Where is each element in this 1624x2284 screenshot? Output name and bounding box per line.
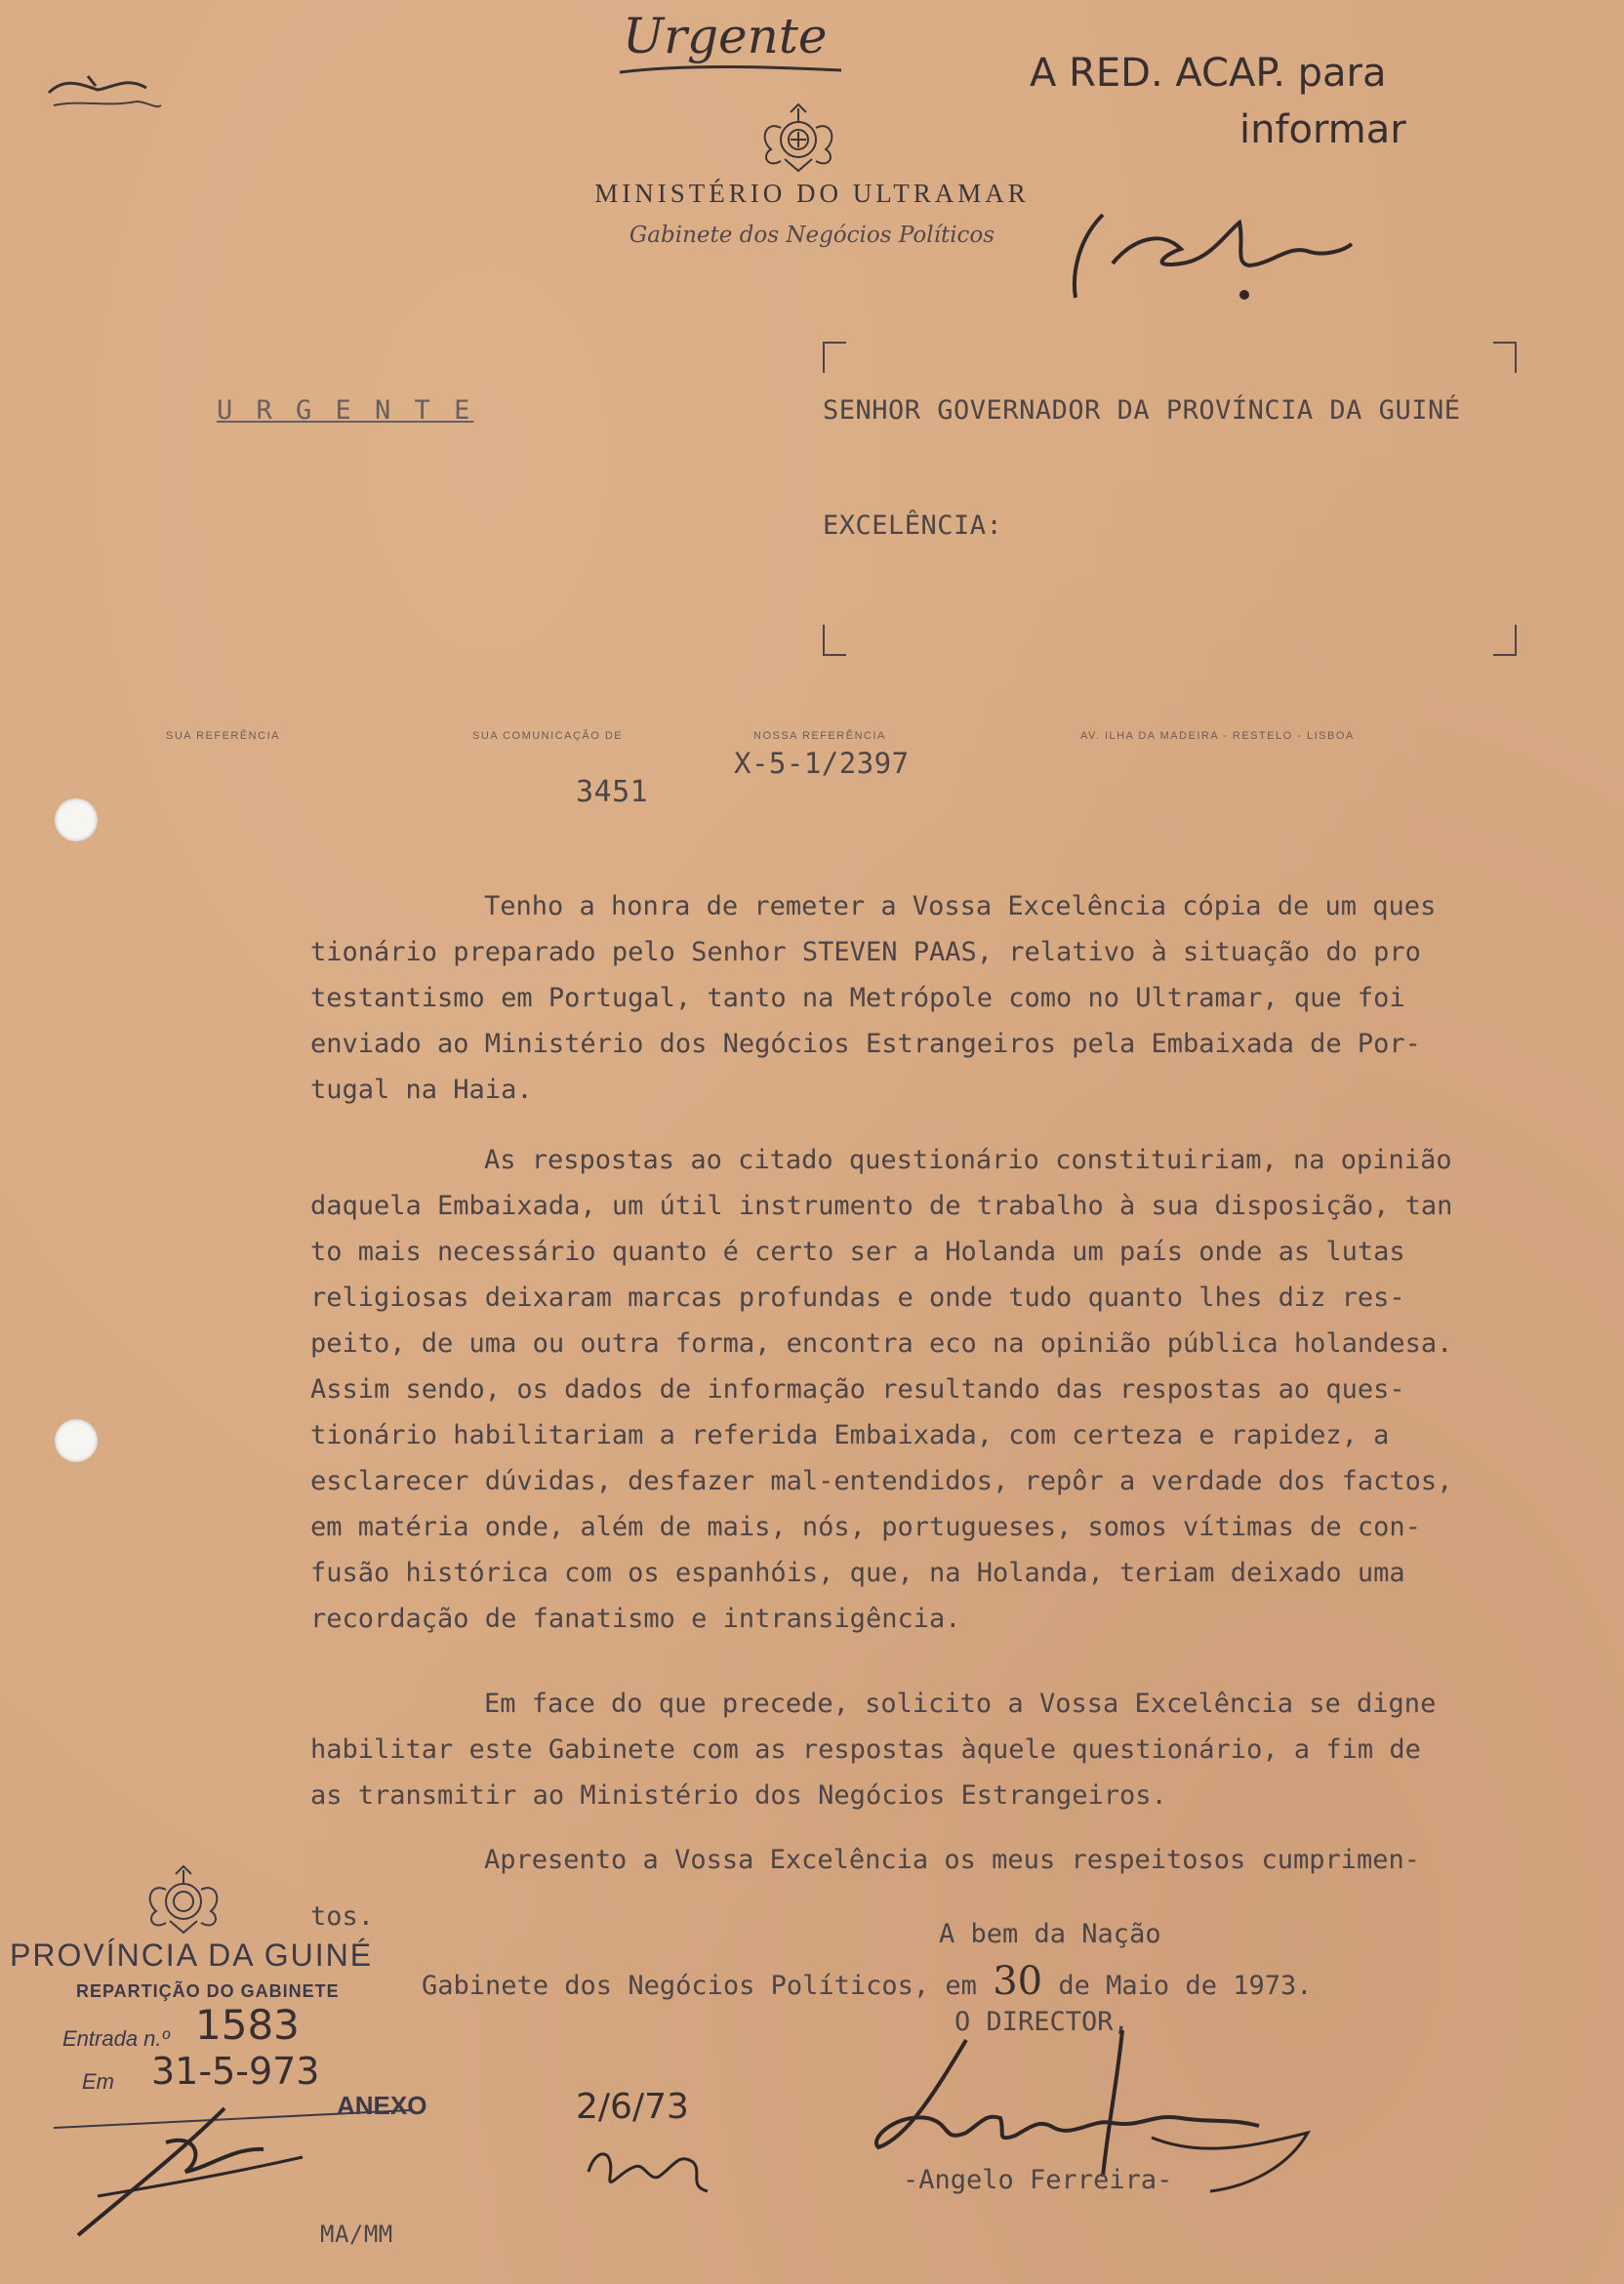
- sua-comunicacao-label: SUA COMUNICAÇÃO DE: [472, 730, 624, 742]
- paragraph-1: [310, 883, 1618, 1113]
- handwritten-day: 30: [993, 1959, 1043, 2004]
- stamp-date-value: 31-5-973: [151, 2050, 320, 2093]
- office-name: Gabinete dos Negócios Políticos: [629, 223, 995, 248]
- coat-of-arms-emblem: [751, 101, 845, 175]
- typist-initials: MA/MM: [320, 2221, 393, 2248]
- stamp-department: REPARTIÇÃO DO GABINETE: [76, 1981, 340, 2001]
- paragraph-2-line: to mais necessário quanto é certo ser a Holanda um país onde as lutas: [310, 1237, 1405, 1267]
- paragraph-3-line: as transmitir ao Ministério dos Negócios Estrangeiros.: [310, 1780, 1167, 1811]
- handwritten-initials-signature: [1054, 195, 1366, 312]
- paragraph-1-line: Tenho a honra de remeter a Vossa Excelência cópia de um ques: [484, 891, 1437, 921]
- paragraph-1-line: enviado ao Ministério dos Negócios Estrangeiros pela Embaixada de Por-: [310, 1029, 1421, 1059]
- paragraph-2-line: religiosas deixaram marcas profundas e onde tudo quanto lhes diz res-: [310, 1283, 1405, 1313]
- place-date-suffix: de Maio de 1973.: [1058, 1971, 1313, 2001]
- nossa-referencia-value: X-5-1/2397: [734, 747, 910, 780]
- salutation: EXCELÊNCIA:: [823, 510, 1003, 541]
- stamp-province: PROVÍNCIA DA GUINÉ: [10, 1937, 374, 1973]
- place-date-prefix: Gabinete dos Negócios Políticos, em: [422, 1971, 977, 2001]
- address-label: AV. ILHA DA MADEIRA - RESTELO - LISBOA: [1080, 730, 1355, 742]
- paragraph-1-line: tugal na Haia.: [310, 1075, 533, 1105]
- paragraph-1-line: testantismo em Portugal, tanto na Metrópole como no Ultramar, que foi: [310, 983, 1405, 1013]
- motto: A bem da Nação: [939, 1919, 1161, 1949]
- nossa-referencia-label: NOSSA REFERÊNCIA: [753, 730, 886, 742]
- paragraph-2-line: peito, de uma ou outra forma, encontra eco na opinião pública holandesa.: [310, 1328, 1453, 1359]
- handwritten-urgente-note: Urgente: [623, 8, 828, 64]
- address-bracket-br: [1493, 625, 1517, 656]
- handwritten-routing-note-line2: informar: [1239, 107, 1406, 152]
- paragraph-2: [310, 1137, 1618, 1642]
- paragraph-2-line: esclarecer dúvidas, desfazer mal-entendidos, repôr a verdade dos factos,: [310, 1466, 1453, 1496]
- margin-scribble: [39, 59, 176, 137]
- sua-referencia-label: SUA REFERÊNCIA: [166, 730, 280, 742]
- paragraph-2-line: Assim sendo, os dados de informação resultando das respostas ao ques-: [310, 1374, 1405, 1405]
- stamp-entry-number: 1583: [195, 2001, 300, 2049]
- punch-hole-top: [55, 798, 98, 841]
- address-bracket-bl: [823, 625, 846, 656]
- paragraph-2-line: daquela Embaixada, um útil instrumento de trabalho à sua disposição, tan: [310, 1191, 1453, 1221]
- sua-comunicacao-value: 3451: [576, 775, 649, 809]
- paragraph-3-line: Em face do que precede, solicito a Vossa Excelência se digne: [484, 1689, 1437, 1719]
- handwritten-initials: [581, 2133, 717, 2201]
- paragraph-3-line: habilitar este Gabinete com as respostas àquele questionário, a fim de: [310, 1734, 1421, 1765]
- director-title: O DIRECTOR,: [954, 2007, 1129, 2037]
- paragraph-2-line: tionário habilitariam a referida Embaixada, com certeza e rapidez, a: [310, 1420, 1390, 1450]
- address-bracket-tl: [823, 342, 846, 373]
- paragraph-2-line: recordação de fanatismo e intransigência.: [310, 1604, 961, 1634]
- stamp-entry-prefix: Entrada n.º: [62, 2026, 170, 2051]
- stamp-emblem: [135, 1862, 232, 1937]
- paragraph-2-line: em matéria onde, além de mais, nós, portugueses, somos vítimas de con-: [310, 1512, 1421, 1542]
- paragraph-1-line: tionário preparado pelo Senhor STEVEN PAAS, relativo à situação do pro: [310, 937, 1421, 967]
- urgency-label: U R G E N T E: [217, 395, 474, 426]
- urgente-underline: [615, 61, 849, 80]
- closing-greeting-line1: Apresento a Vossa Excelência os meus respeitosos cumprimen-: [484, 1845, 1421, 1875]
- director-name: -Angelo Ferreira-: [903, 2165, 1173, 2195]
- handwritten-routing-note-line1: A RED. ACAP. para: [1030, 51, 1387, 96]
- stamp-date-prefix: Em: [82, 2069, 114, 2094]
- punch-hole-bottom: [55, 1419, 98, 1462]
- address-bracket-tr: [1493, 342, 1517, 373]
- ministry-name: MINISTÉRIO DO ULTRAMAR: [594, 179, 1030, 208]
- paragraph-2-line: fusão histórica com os espanhóis, que, na Holanda, teriam deixado uma: [310, 1558, 1405, 1588]
- place-date: [422, 1959, 1312, 2009]
- stamp-annex: ANEXO: [337, 2091, 427, 2120]
- handwritten-received-date: 2/6/73: [576, 2087, 689, 2127]
- addressee-line: SENHOR GOVERNADOR DA PROVÍNCIA DA GUINÉ: [823, 395, 1461, 426]
- paragraph-3: [310, 1681, 1618, 1818]
- paragraph-2-line: As respostas ao citado questionário constituiriam, na opinião: [484, 1145, 1452, 1175]
- closing-greeting-line2: tos.: [310, 1901, 375, 1932]
